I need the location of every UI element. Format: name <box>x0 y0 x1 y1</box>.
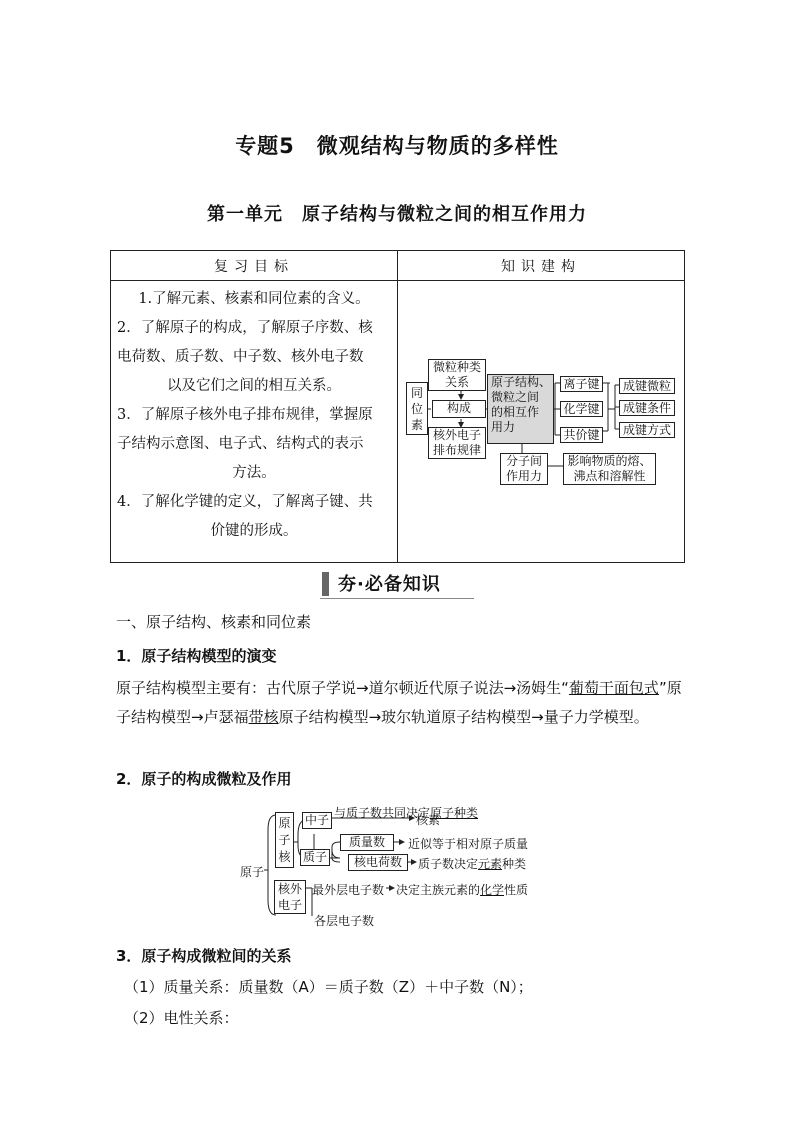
goal-line: 3．了解原子核外电子排布规律，掌握原 <box>117 407 373 423</box>
box-extranuclear-electrons: 核外 电子 <box>274 880 306 914</box>
label-relative-atomic-mass: 近似等于相对原子质量 <box>408 837 529 851</box>
box-nucleus: 原 子 核 <box>275 812 294 868</box>
section-banner <box>320 568 474 599</box>
goal-line: 2．了解原子的构成，了解原子序数、核 <box>117 320 373 336</box>
relation-mass: （1）质量关系：质量数（A）＝质子数（Z）＋中子数（N）； <box>124 978 533 996</box>
banner-bar <box>322 572 329 596</box>
answer-underline: 带核 <box>248 708 279 726</box>
paragraph-model-evolution: 原子结构模型主要有：古代原子学说→道尔顿近代原子说法→汤姆生“葡萄干面包式”原子结构模型→卢瑟福带核原子结构模型→玻尔轨道原子结构模型→量子力学模型。 <box>116 679 682 726</box>
box-physical-properties: 影响物质的熔、 沸点和溶解性 <box>563 453 656 485</box>
page-title: 专题5 微观结构与物质的多样性 <box>235 134 559 158</box>
box-chemical-bond: 化学键 <box>560 401 603 417</box>
box-bonding-modes: 成键方式 <box>619 422 675 438</box>
goal-line: 4．了解化学键的定义，了解离子键、共 <box>117 494 373 510</box>
box-composition: 构成 <box>432 400 486 418</box>
label-shell-electrons: 各层电子数 <box>314 914 375 928</box>
box-ionic-bond: 离子键 <box>560 376 603 392</box>
label-nuclide: 核素 <box>416 813 441 827</box>
label-valence-electrons: 最外层电子数 <box>312 883 385 897</box>
section-heading: 一、原子结构、核素和同位素 <box>116 613 312 631</box>
box-bonding-particles: 成键微粒 <box>619 378 675 394</box>
subsection-heading-1: 1．原子结构模型的演变 <box>116 647 277 665</box>
box-particle-types: 微粒种类 关系 <box>428 359 486 391</box>
goal-line: 价键的形成。 <box>210 523 298 539</box>
unit-title: 第一单元 原子结构与微粒之间的相互作用力 <box>207 204 587 225</box>
subsection-heading-2: 2．原子的构成微粒及作用 <box>116 770 292 788</box>
goal-line: 方法。 <box>232 465 276 481</box>
box-nuclear-charge: 核电荷数 <box>348 854 408 871</box>
subsection-heading-3: 3．原子构成微粒间的关系 <box>116 947 292 965</box>
goal-line: 1.了解元素、核素和同位素的含义。 <box>138 291 370 307</box>
box-electron-arrangement: 核外电子 排布规律 <box>428 427 486 459</box>
box-neutron: 中子 <box>302 812 332 829</box>
box-covalent-bond: 共价键 <box>560 427 603 443</box>
col-header-goals: 复习目标 <box>111 251 398 281</box>
box-proton: 质子 <box>300 849 330 866</box>
label-determine-atom-type: 与质子数共同决定原子种类 <box>334 806 479 820</box>
box-mass-number: 质量数 <box>340 834 394 851</box>
atom-composition-diagram <box>236 800 576 930</box>
box-bonding-conditions: 成键条件 <box>619 400 675 416</box>
col-header-structure: 知识建构 <box>398 251 685 281</box>
box-isotope: 同 位 素 <box>406 382 428 435</box>
label-chemical-properties: 决定主族元素的化学性质 <box>396 883 529 897</box>
banner-text: 夯·必备知识 <box>338 574 441 595</box>
label-element-type: 质子数决定元素种类 <box>418 857 527 871</box>
goal-line: 子结构示意图、电子式、结构式的表示 <box>117 436 364 452</box>
box-intermolecular-force: 分子间 作用力 <box>500 453 548 485</box>
goal-line: 电荷数、质子数、中子数、核外电子数 <box>117 349 364 365</box>
relation-charge: （2）电性关系： <box>124 1009 239 1027</box>
label-atom: 原子 <box>240 865 265 879</box>
answer-underline: 葡萄干面包式 <box>568 679 659 697</box>
goals-cell <box>111 281 398 563</box>
goal-line: 以及它们之间的相互关系。 <box>167 378 341 394</box>
review-table <box>110 250 685 563</box>
box-center-topic: 原子结构、 微粒之间 的相互作 用力 <box>487 374 554 444</box>
knowledge-diagram-cell <box>398 281 685 563</box>
